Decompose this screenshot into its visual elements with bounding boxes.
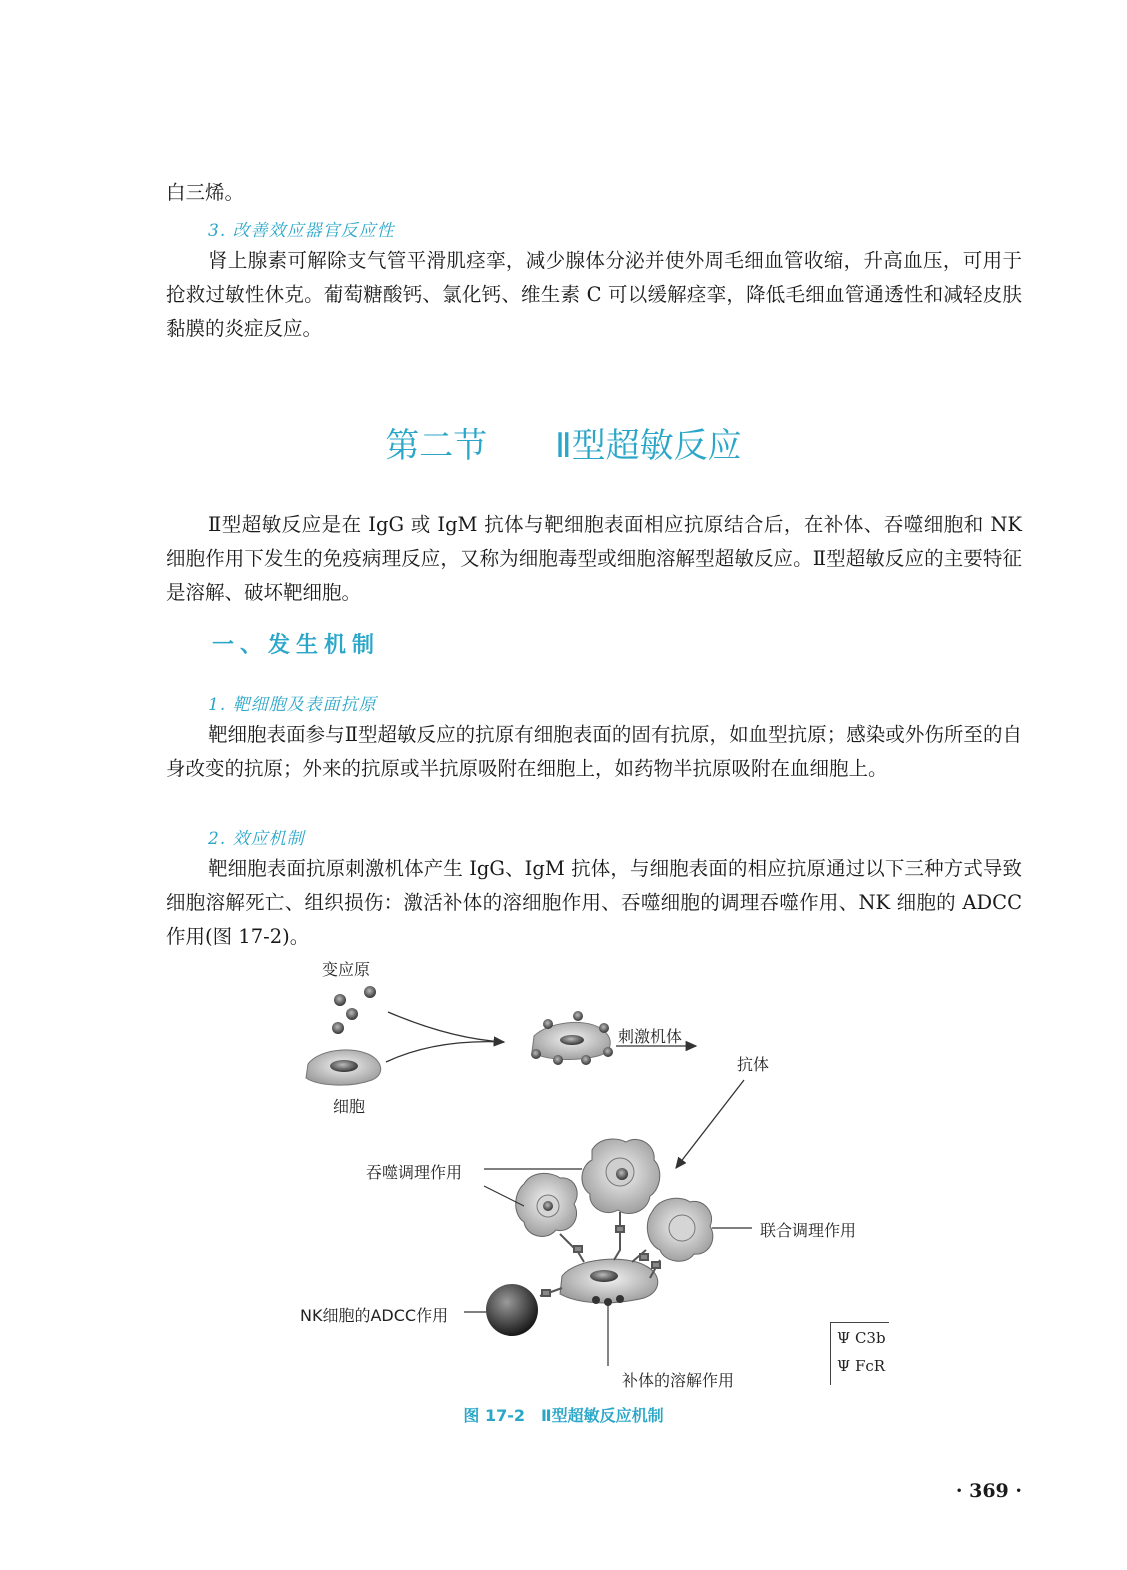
target-cell <box>560 1259 658 1306</box>
c3b-icon: Ψ <box>837 1329 851 1347</box>
label-joint-opsonization: 联合调理作用 <box>760 1221 857 1240</box>
allergen-particles <box>332 986 376 1034</box>
subheading-2: 2. 效应机制 <box>208 829 305 849</box>
figure-caption: 图 17-2 Ⅱ型超敏反应机制 <box>463 1406 664 1425</box>
legend-c3b-label: C3b <box>854 1329 886 1347</box>
paragraph-2: 靶细胞表面抗原刺激机体产生 IgG、IgM 抗体，与细胞表面的相应抗原通过以下三种方式导致细胞溶解死亡、组织损伤：激活补体的溶细胞作用、吞噬细胞的调理吞噬作用、NK 细胞的 ADCC 作用(图 17-2)。 <box>166 857 1022 948</box>
macrophage-top <box>582 1139 660 1213</box>
page-number: · 369 · <box>955 1480 1022 1502</box>
paragraph-3: 肾上腺素可解除支气管平滑肌痉挛，减少腺体分泌并使外周毛细血管收缩，升高血压，可用于抢救过敏性休克。葡萄糖酸钙、氯化钙、维生素 C 可以缓解痉挛，降低毛细血管通透性和减轻皮肤黏膜的炎症反应。 <box>166 249 1022 340</box>
subheading-3: 3. 改善效应器官反应性 <box>208 221 395 241</box>
label-allergen: 变应原 <box>322 960 371 979</box>
section-name: Ⅱ型超敏反应 <box>554 426 742 466</box>
arrow-allergen <box>388 1012 504 1042</box>
paragraph-top: 白三烯。 <box>166 181 245 204</box>
label-stimulate: 刺激机体 <box>618 1027 683 1046</box>
heading-mechanism: 一、发生机制 <box>212 633 381 658</box>
paragraph-1: 靶细胞表面参与Ⅱ型超敏反应的抗原有细胞表面的固有抗原，如血型抗原；感染或外伤所至的自身改变的抗原；外来的抗原或半抗原吸附在细胞上，如药物半抗原吸附在血细胞上。 <box>166 723 1022 780</box>
subheading-1: 1. 靶细胞及表面抗原 <box>208 695 377 715</box>
antigen-coated-cell <box>531 1011 613 1065</box>
legend-c3b <box>837 1329 886 1347</box>
legend-fcr <box>837 1357 885 1375</box>
figure-legend <box>830 1322 889 1385</box>
nk-cell <box>486 1284 538 1336</box>
legend-fcr-label: FcR <box>854 1357 886 1375</box>
label-opsonization: 吞噬调理作用 <box>366 1163 463 1182</box>
intro-paragraph: Ⅱ型超敏反应是在 IgG 或 IgM 抗体与靶细胞表面相应抗原结合后，在补体、吞噬细胞和 NK 细胞作用下发生的免疫病理反应，又称为细胞毒型或细胞溶解型超敏反应。Ⅱ型超敏反应的主要特征是溶解、破坏靶细胞。 <box>166 513 1022 604</box>
label-cell: 细胞 <box>333 1097 366 1116</box>
fcr-icon: Ψ <box>837 1357 851 1375</box>
arrow-cell <box>386 1042 504 1062</box>
section-number: 第二节 <box>385 426 488 466</box>
source-cell <box>306 1050 381 1085</box>
macrophage-right <box>647 1198 713 1261</box>
label-complement-lysis: 补体的溶解作用 <box>622 1371 735 1390</box>
arrow-antibody <box>676 1080 744 1168</box>
macrophage-left <box>516 1173 577 1236</box>
label-antibody: 抗体 <box>737 1055 770 1074</box>
label-nk-adcc: NK细胞的ADCC作用 <box>300 1306 449 1325</box>
